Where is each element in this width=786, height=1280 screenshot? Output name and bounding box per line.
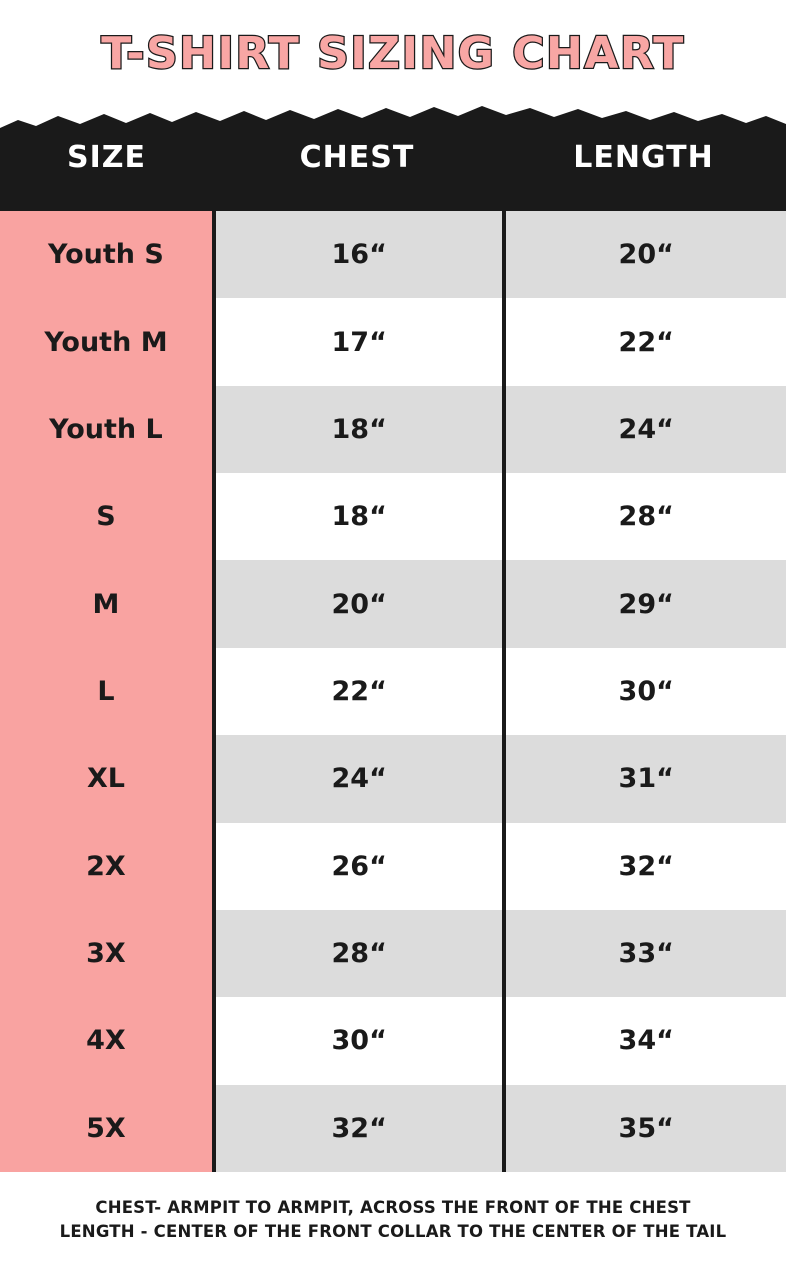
cell-size: Youth L (0, 386, 216, 473)
cell-size: 4X (0, 997, 216, 1084)
table-row (0, 648, 786, 735)
cell-chest: 30“ (216, 997, 507, 1084)
cell-length: 22“ (506, 298, 786, 385)
table-row (0, 735, 786, 822)
cell-size: M (0, 560, 216, 647)
cell-chest: 22“ (216, 648, 507, 735)
cell-length: 29“ (506, 560, 786, 647)
cell-length: 34“ (506, 997, 786, 1084)
table-row (0, 997, 786, 1084)
table-row (0, 910, 786, 997)
table-header (0, 106, 786, 211)
table-row (0, 560, 786, 647)
cell-chest: 28“ (216, 910, 507, 997)
cell-length: 24“ (506, 386, 786, 473)
cell-size: 2X (0, 823, 216, 910)
cell-length: 32“ (506, 823, 786, 910)
title-area (0, 0, 786, 106)
cell-length: 28“ (506, 473, 786, 560)
cell-length: 33“ (506, 910, 786, 997)
cell-size: 5X (0, 1085, 216, 1172)
cell-chest: 18“ (216, 386, 507, 473)
cell-size: L (0, 648, 216, 735)
cell-size: 3X (0, 910, 216, 997)
column-header-chest: CHEST (299, 140, 415, 175)
cell-chest: 20“ (216, 560, 507, 647)
cell-size: S (0, 473, 216, 560)
cell-size: Youth M (0, 298, 216, 385)
size-table (0, 211, 786, 1172)
table-row (0, 298, 786, 385)
torn-paper-edge-bottom-icon (0, 1172, 786, 1194)
cell-length: 20“ (506, 211, 786, 298)
note-length: LENGTH - CENTER OF THE FRONT COLLAR TO THE CENTER OF THE TAIL (59, 1221, 727, 1241)
cell-chest: 32“ (216, 1085, 507, 1172)
cell-length: 30“ (506, 648, 786, 735)
column-header-size: SIZE (66, 140, 146, 175)
page-title: T-SHIRT SIZING CHART (101, 27, 685, 79)
cell-chest: 16“ (216, 211, 507, 298)
column-header-length: LENGTH (573, 140, 714, 175)
cell-chest: 26“ (216, 823, 507, 910)
footer-notes (0, 1172, 786, 1280)
table-row (0, 473, 786, 560)
note-chest: CHEST- ARMPIT TO ARMPIT, ACROSS THE FRONT OF THE CHEST (95, 1198, 691, 1217)
table-row (0, 823, 786, 910)
cell-chest: 17“ (216, 298, 507, 385)
cell-length: 31“ (506, 735, 786, 822)
cell-chest: 24“ (216, 735, 507, 822)
cell-size: XL (0, 735, 216, 822)
cell-length: 35“ (506, 1085, 786, 1172)
table-row (0, 1085, 786, 1172)
cell-chest: 18“ (216, 473, 507, 560)
table-row (0, 211, 786, 298)
cell-size: Youth S (0, 211, 216, 298)
table-row (0, 386, 786, 473)
